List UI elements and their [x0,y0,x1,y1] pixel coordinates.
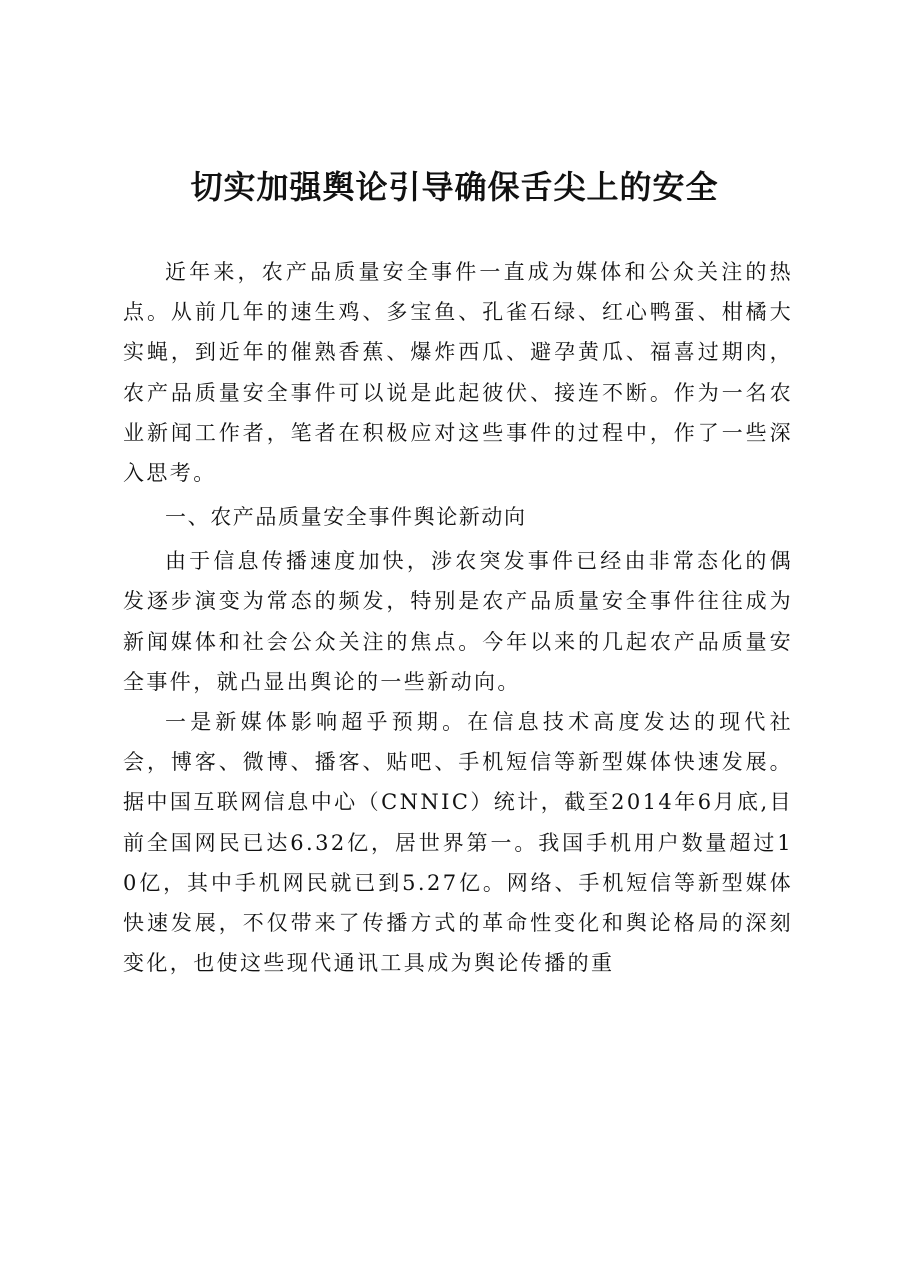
paragraph-section-overview: 由于信息传播速度加快，涉农突发事件已经由非常态化的偶发逐步演变为常态的频发，特别是农产品质量安全事件往往成为新闻媒体和社会公众关注的焦点。今年以来的几起农产品质量安全事件，就凸显出舆论的一些新动向。 [123,549,793,694]
section-heading: 一、农产品质量安全事件舆论新动向 [165,505,527,530]
paragraph-new-media: 一是新媒体影响超乎预期。在信息技术高度发达的现代社会，博客、微博、播客、贴吧、手机短信等新型媒体快速发展。据中国互联网信息中心（CNNIC）统计，截至2014年6月底,目前全国网民已达6.32亿，居世界第一。我国手机用户数量超过10亿，其中手机网民就已到5.27亿。网络、手机短信等新型媒体快速发展，不仅带来了传播方式的革命性变化和舆论格局的深刻变化，也使这些现代通讯工具成为舆论传播的重 [123,710,793,976]
document-title: 切实加强舆论引导确保舌尖上的安全 [190,168,719,206]
document-body [123,252,793,983]
paragraph-intro: 近年来，农产品质量安全事件一直成为媒体和公众关注的热点。从前几年的速生鸡、多宝鱼、孔雀石绿、红心鸭蛋、柑橘大实蝇，到近年的催熟香蕉、爆炸西瓜、避孕黄瓜、福喜过期肉，农产品质量安全事件可以说是此起彼伏、接连不断。作为一名农业新闻工作者，笔者在积极应对这些事件的过程中，作了一些深入思考。 [123,260,793,486]
